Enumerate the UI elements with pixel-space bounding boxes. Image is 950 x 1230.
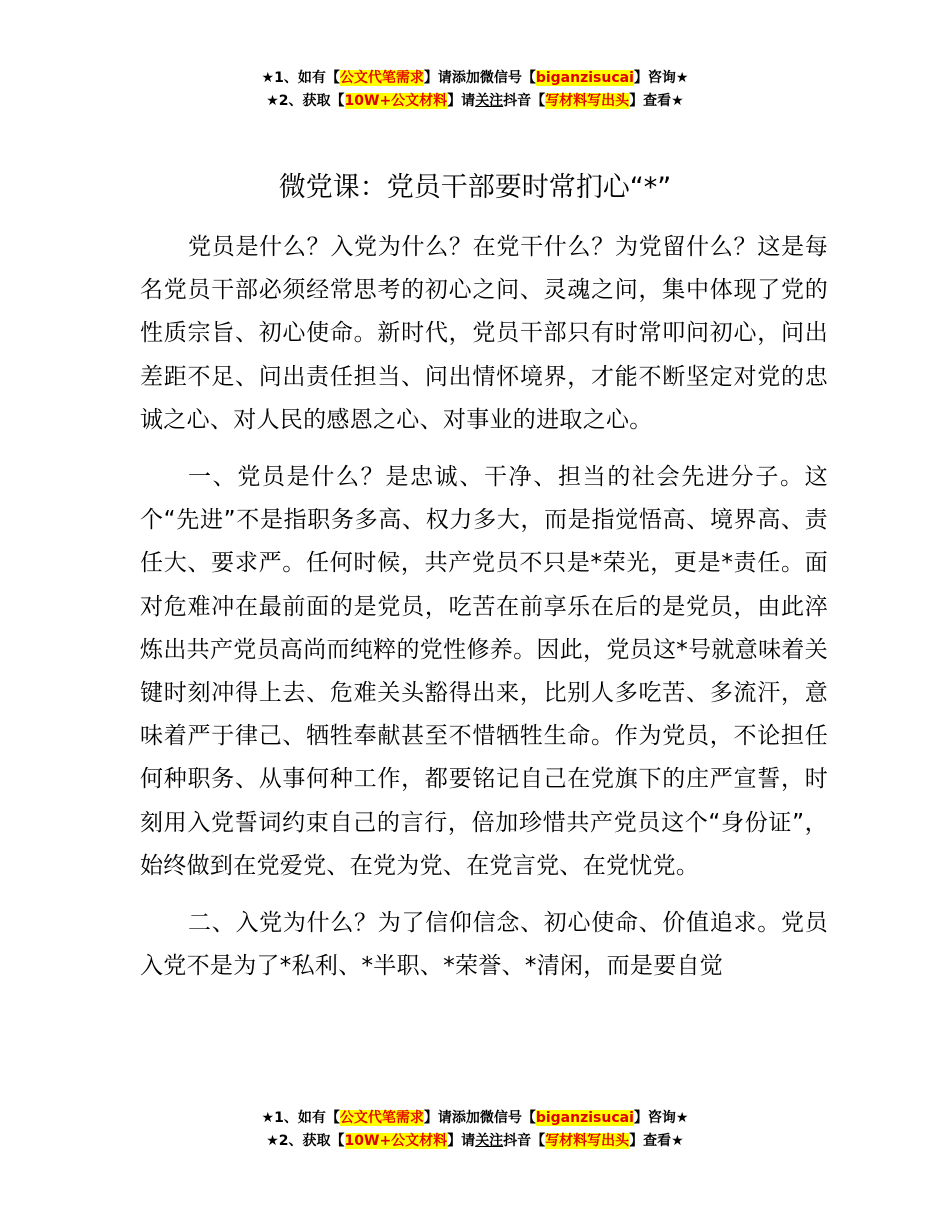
document-title: 微党课：党员干部要时常扪心“*” xyxy=(278,172,672,203)
promo-text: 抖音【 xyxy=(503,93,546,109)
promo-text: ★1、如有【 xyxy=(261,70,340,86)
promo-highlight: 公文代笔需求 xyxy=(339,1110,424,1126)
promo-text: ★1、如有【 xyxy=(261,1110,340,1126)
paragraph-intro: 党员是什么？入党为什么？在党干什么？为党留什么？这是每名党员干部必须经常思考的初心之问、灵魂之问，集中体现了党的性质宗旨、初心使命。新时代，党员干部只有时常叩问初心，问出差距不足、问出责任担当、问出情怀境界，才能不断坚定对党的忠诚之心、对人民的感恩之心、对事业的进取之心。 xyxy=(140,234,828,433)
promo-highlight: 10W+公文材料 xyxy=(344,93,448,109)
paragraph-section-2: 二、入党为什么？为了信仰信念、初心使命、价值追求。党员入党不是为了*私利、*半职、*荣誉、*清闲，而是要自觉 xyxy=(140,910,828,980)
promo-line-2 xyxy=(0,1130,950,1153)
promo-line-1 xyxy=(0,67,950,90)
paragraph-section-1: 一、党员是什么？是忠诚、干净、担当的社会先进分子。这个“先进”不是指职务多高、权力多大，而是指觉悟高、境界高、责任大、要求严。任何时候，共产党员不只是*荣光，更是*责任。面对危难冲在最前面的是党员，吃苦在前享乐在后的是党员，由此淬炼出共产党员高尚而纯粹的党性修养。因此，党员这*号就意味着关键时刻冲得上去、危难关头豁得出来，比别人多吃苦、多流汗，意味着严于律己、牺牲奉献甚至不惜牺牲生命。作为党员，不论担任何种职务、从事何种工作，都要铭记自己在党旗下的庄严宣誓，时刻用入党誓词约束自己的言行，倍加珍惜共产党员这个“身份证”，始终做到在党爱党、在党为党、在党言党、在党忧党。 xyxy=(140,464,828,879)
promo-underlined: 关注 xyxy=(475,93,504,109)
promo-highlight-wechat-id: biganzisucai xyxy=(535,1110,634,1126)
promo-text: 】请添加微信号【 xyxy=(423,70,536,86)
promo-text: 】请添加微信号【 xyxy=(423,1110,536,1126)
promo-text: ★2、获取【 xyxy=(266,1133,345,1149)
promo-highlight: 10W+公文材料 xyxy=(344,1133,448,1149)
promo-line-1 xyxy=(0,1107,950,1130)
promo-text: 】查看★ xyxy=(629,93,684,109)
document-body xyxy=(140,226,828,1002)
promo-highlight-wechat-id: biganzisucai xyxy=(535,70,634,86)
promo-text: 】咨询★ xyxy=(633,70,689,86)
promo-text: 】请 xyxy=(447,1133,476,1149)
promo-text: 抖音【 xyxy=(503,1133,546,1149)
promo-text: ★2、获取【 xyxy=(266,93,345,109)
promo-highlight: 写材料写出头 xyxy=(545,93,630,109)
footer-promo-banner xyxy=(0,1107,950,1153)
promo-text: 】查看★ xyxy=(629,1133,684,1149)
promo-text: 】请 xyxy=(447,93,476,109)
header-promo-banner xyxy=(0,67,950,113)
promo-text: 】咨询★ xyxy=(633,1110,689,1126)
promo-highlight: 写材料写出头 xyxy=(545,1133,630,1149)
promo-line-2 xyxy=(0,90,950,113)
promo-underlined: 关注 xyxy=(475,1133,504,1149)
promo-highlight: 公文代笔需求 xyxy=(339,70,424,86)
